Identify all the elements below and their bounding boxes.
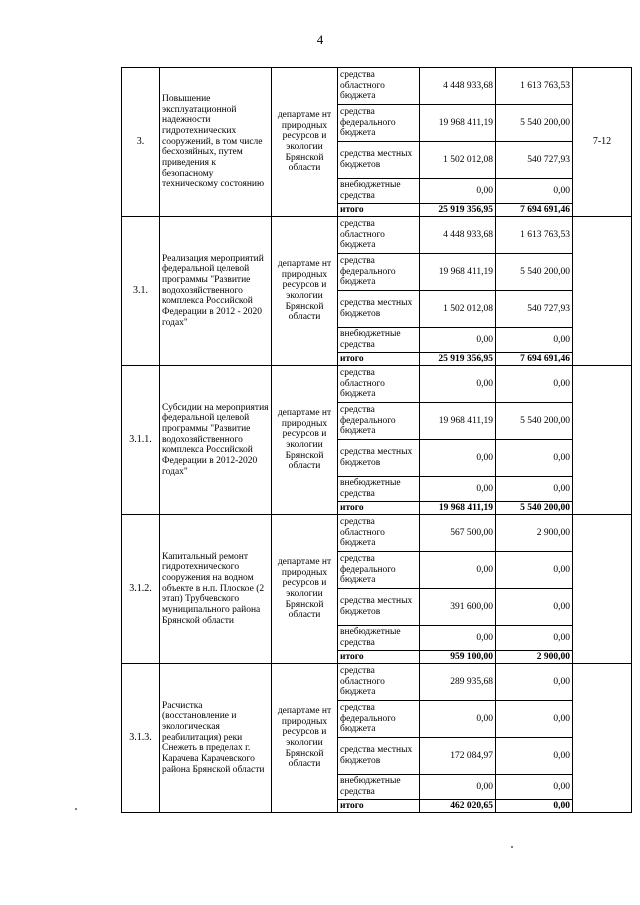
amount-col-2: 540 727,93: [496, 142, 573, 179]
funding-source: средства федерального бюджета: [338, 701, 420, 738]
funding-source: средства местных бюджетов: [338, 589, 420, 626]
amount-col-2: 5 540 200,00: [496, 502, 573, 515]
funding-source: средства областного бюджета: [338, 217, 420, 254]
amount-col-2: 1 613 763,53: [496, 68, 573, 105]
amount-col-1: 19 968 411,19: [420, 254, 496, 291]
amount-col-1: 4 448 933,68: [420, 217, 496, 254]
item-number: 3.1.2.: [122, 515, 160, 664]
amount-col-1: 391 600,00: [420, 589, 496, 626]
amount-col-2: 5 540 200,00: [496, 105, 573, 142]
funding-source: средства местных бюджетов: [338, 291, 420, 328]
amount-col-1: 0,00: [420, 477, 496, 502]
amount-col-2: 7 694 691,46: [496, 204, 573, 217]
funding-source: итого: [338, 502, 420, 515]
funding-source: средства местных бюджетов: [338, 738, 420, 775]
funding-row: [122, 217, 632, 254]
amount-col-1: 0,00: [420, 366, 496, 403]
funding-source: средства местных бюджетов: [338, 142, 420, 179]
scan-speck: [75, 808, 77, 810]
amount-col-2: 5 540 200,00: [496, 254, 573, 291]
indicator-ref: [573, 217, 632, 366]
funding-source: средства областного бюджета: [338, 366, 420, 403]
amount-col-1: 19 968 411,19: [420, 502, 496, 515]
amount-col-2: 0,00: [496, 738, 573, 775]
executor: департаме нт природных ресурсов и экологии Брянской области: [272, 217, 338, 366]
amount-col-2: 0,00: [496, 440, 573, 477]
executor: департаме нт природных ресурсов и экологии Брянской области: [272, 366, 338, 515]
amount-col-2: 0,00: [496, 775, 573, 800]
item-name: Расчистка (восстановление и экологическая реабилитация) реки Снежеть в пределах г. Карачева Карачевского района Брянской области: [160, 664, 272, 813]
amount-col-2: 0,00: [496, 552, 573, 589]
funding-source: итого: [338, 204, 420, 217]
amount-col-1: 0,00: [420, 775, 496, 800]
funding-source: средства федерального бюджета: [338, 105, 420, 142]
amount-col-2: 5 540 200,00: [496, 403, 573, 440]
amount-col-1: 959 100,00: [420, 651, 496, 664]
funding-source: средства областного бюджета: [338, 68, 420, 105]
funding-source: итого: [338, 800, 420, 813]
funding-row: [122, 515, 632, 552]
amount-col-1: 0,00: [420, 179, 496, 204]
amount-col-1: 567 500,00: [420, 515, 496, 552]
item-number: 3.1.3.: [122, 664, 160, 813]
indicator-ref: [573, 664, 632, 813]
amount-col-2: 0,00: [496, 664, 573, 701]
funding-row: [122, 68, 632, 105]
funding-source: средства областного бюджета: [338, 515, 420, 552]
funding-source: средства местных бюджетов: [338, 440, 420, 477]
amount-col-1: 1 502 012,08: [420, 291, 496, 328]
page-number: 4: [316, 32, 324, 47]
amount-col-2: 0,00: [496, 626, 573, 651]
funding-source: итого: [338, 353, 420, 366]
item-number: 3.1.: [122, 217, 160, 366]
funding-source: внебюджетные средства: [338, 328, 420, 353]
amount-col-1: 1 502 012,08: [420, 142, 496, 179]
amount-col-2: 0,00: [496, 366, 573, 403]
indicator-ref: 7-12: [573, 68, 632, 217]
item-number: 3.1.1.: [122, 366, 160, 515]
scan-speck: [511, 846, 513, 848]
funding-row: [122, 664, 632, 701]
funding-source: средства федерального бюджета: [338, 552, 420, 589]
amount-col-2: 0,00: [496, 800, 573, 813]
indicator-ref: [573, 366, 632, 515]
funding-source: средства федерального бюджета: [338, 254, 420, 291]
amount-col-1: 0,00: [420, 701, 496, 738]
funding-source: внебюджетные средства: [338, 179, 420, 204]
amount-col-2: 0,00: [496, 179, 573, 204]
funding-source: средства областного бюджета: [338, 664, 420, 701]
amount-col-1: 0,00: [420, 440, 496, 477]
funding-row: [122, 366, 632, 403]
amount-col-1: 0,00: [420, 552, 496, 589]
item-name: Капитальный ремонт гидротехнического сооружения на водном объекте в н.п. Плоское (2 этап) Трубчевского муниципального района Брянской области: [160, 515, 272, 664]
amount-col-2: 0,00: [496, 328, 573, 353]
executor: департаме нт природных ресурсов и экологии Брянской области: [272, 68, 338, 217]
budget-table: [121, 67, 632, 813]
amount-col-1: 4 448 933,68: [420, 68, 496, 105]
amount-col-1: 0,00: [420, 328, 496, 353]
funding-source: итого: [338, 651, 420, 664]
amount-col-1: 25 919 356,95: [420, 353, 496, 366]
amount-col-2: 1 613 763,53: [496, 217, 573, 254]
funding-source: внебюджетные средства: [338, 775, 420, 800]
amount-col-2: 0,00: [496, 589, 573, 626]
amount-col-2: 7 694 691,46: [496, 353, 573, 366]
amount-col-1: 462 020,65: [420, 800, 496, 813]
amount-col-2: 0,00: [496, 477, 573, 502]
amount-col-2: 0,00: [496, 701, 573, 738]
item-number: 3.: [122, 68, 160, 217]
funding-source: внебюджетные средства: [338, 477, 420, 502]
amount-col-1: 172 084,97: [420, 738, 496, 775]
executor: департаме нт природных ресурсов и экологии Брянской области: [272, 515, 338, 664]
amount-col-1: 19 968 411,19: [420, 105, 496, 142]
item-name: Повышение эксплуатационной надежности гидротехнических сооружений, в том числе бесхозяйных, путем приведения к безопасному техническому состоянию: [160, 68, 272, 217]
indicator-ref: [573, 515, 632, 664]
amount-col-1: 0,00: [420, 626, 496, 651]
funding-source: средства федерального бюджета: [338, 403, 420, 440]
amount-col-2: 2 900,00: [496, 651, 573, 664]
executor: департаме нт природных ресурсов и экологии Брянской области: [272, 664, 338, 813]
amount-col-2: 2 900,00: [496, 515, 573, 552]
item-name: Субсидии на мероприятия федеральной целевой программы "Развитие водохозяйственного комплекса Российской Федерации в 2012-2020 годах": [160, 366, 272, 515]
funding-source: внебюджетные средства: [338, 626, 420, 651]
amount-col-2: 540 727,93: [496, 291, 573, 328]
amount-col-1: 289 935,68: [420, 664, 496, 701]
amount-col-1: 19 968 411,19: [420, 403, 496, 440]
item-name: Реализация мероприятий федеральной целевой программы "Развитие водохозяйственного комплекса Российской Федерации в 2012 - 2020 годах": [160, 217, 272, 366]
amount-col-1: 25 919 356,95: [420, 204, 496, 217]
